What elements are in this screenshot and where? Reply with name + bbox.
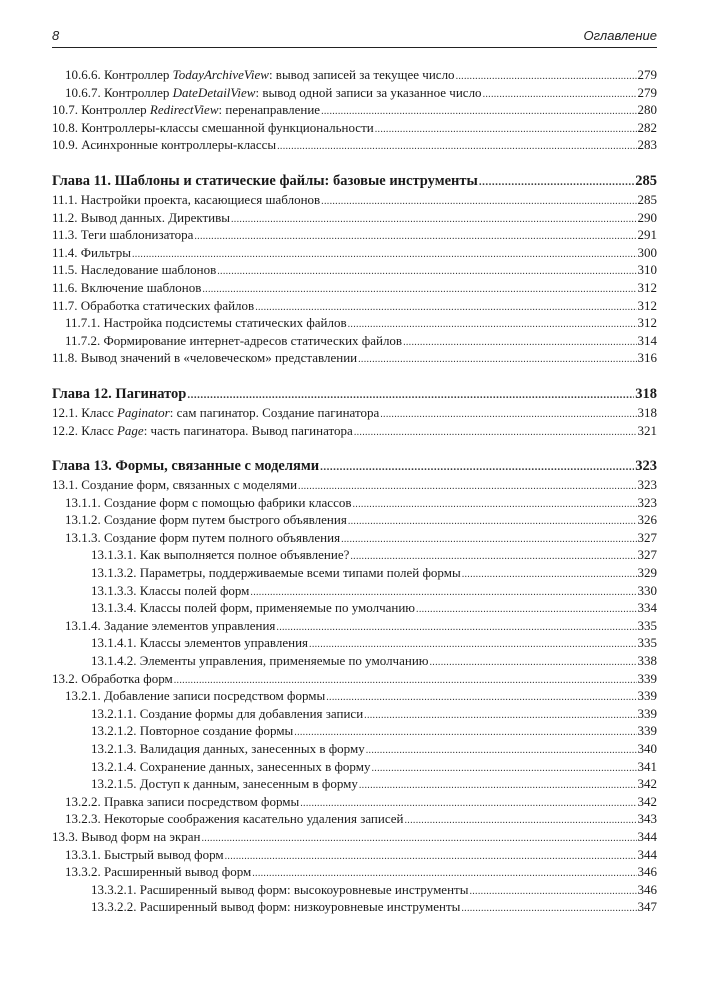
toc-page-number: 343: [637, 811, 657, 827]
toc-entry-text: 13.2.1.4. Сохранение данных, занесенных в форму: [91, 758, 371, 774]
dot-leader: [320, 457, 634, 477]
toc-entry-text: 13.1.1. Создание форм с помощью фабрики классов: [65, 494, 352, 510]
toc-entry-title: [52, 209, 230, 227]
toc-entry-text: 13.1.4.1. Классы элементов управления: [91, 635, 309, 651]
dot-leader: [403, 334, 636, 352]
toc-page-number: 326: [637, 512, 657, 528]
toc-entry-title: [91, 775, 358, 793]
toc-entry-text: 10.7. Контроллер: [52, 102, 150, 118]
dot-leader: [462, 566, 637, 584]
toc-entry-title: [52, 476, 297, 494]
toc-entry-title: [65, 84, 482, 102]
toc-page-number: 323: [637, 477, 657, 493]
toc-entry[interactable]: [52, 705, 657, 723]
toc-entry[interactable]: [52, 846, 657, 864]
toc-entry-title: [65, 687, 325, 705]
toc-page-number: 329: [637, 565, 657, 581]
toc-entry-text: 13.1.4. Задание элементов управления: [65, 617, 276, 633]
toc-page-number: 280: [637, 102, 657, 118]
toc-page-number: 340: [637, 741, 657, 756]
toc-entry-title: [65, 793, 299, 811]
toc-entry-title: [52, 279, 201, 297]
toc-entry-title: [91, 564, 461, 582]
toc-page-number: 285: [635, 172, 657, 189]
toc-entry[interactable]: [52, 404, 657, 422]
toc-entry-text: 13.3.2.2. Расширенный вывод форм: низкоуровневые инструменты: [91, 899, 461, 915]
dot-leader: [366, 742, 637, 760]
toc-entry-class-name: Page: [116, 422, 144, 438]
toc-entry[interactable]: [52, 494, 657, 512]
toc-page-number: 323: [635, 458, 657, 475]
toc-entry-title: [52, 101, 320, 119]
dot-leader: [364, 707, 636, 725]
toc-entry-title: [65, 66, 455, 84]
toc-entry[interactable]: [52, 511, 657, 529]
toc-page-number: 321: [637, 422, 657, 438]
toc-page-number: 338: [637, 653, 657, 669]
toc-page-number: 347: [637, 899, 657, 915]
toc-page-number: 327: [637, 529, 657, 545]
toc-entry-text-suffix: : часть пагинатора. Вывод пагинатора: [143, 422, 353, 438]
toc-entry[interactable]: [52, 191, 657, 209]
toc-entry-title: [52, 261, 216, 279]
toc-entry-text: 13.2.1.1. Создание формы для добавления записи: [91, 705, 364, 721]
dot-leader: [461, 900, 636, 918]
toc-page-number: 342: [637, 776, 657, 792]
toc-page-number: 342: [637, 793, 657, 809]
toc-entry-title: [91, 758, 370, 776]
toc-page-number: 318: [637, 404, 657, 420]
toc-page-number: 312: [637, 279, 657, 295]
toc-entry[interactable]: [52, 546, 657, 564]
toc-entry-title: [52, 191, 320, 209]
toc-entry-class-name: DateDetailView: [172, 84, 256, 100]
dot-leader: [217, 263, 636, 281]
toc-entry[interactable]: [52, 314, 657, 332]
toc-entry[interactable]: [52, 226, 657, 244]
toc-page-number: 334: [637, 600, 657, 616]
toc-entry-title: [65, 810, 404, 828]
toc-entry[interactable]: [52, 687, 657, 705]
toc-page-number: 346: [637, 864, 657, 880]
toc-entry[interactable]: [52, 828, 657, 846]
toc-entry[interactable]: [52, 599, 657, 617]
toc-entry-text: Глава 13. Формы, связанные с моделями: [52, 458, 320, 475]
toc-entry-title: [65, 863, 251, 881]
toc-page-number: 341: [637, 758, 657, 774]
toc-entry-title: [52, 670, 173, 688]
toc-entry[interactable]: [52, 349, 657, 367]
toc-entry-text: 13.3.2.1. Расширенный вывод форм: высокоуровневые инструменты: [91, 881, 469, 897]
toc-entry[interactable]: [52, 617, 657, 635]
toc-entry-title: [91, 546, 349, 564]
toc-entry-text: 13.2.1. Добавление записи посредством формы: [65, 688, 326, 704]
toc-entry[interactable]: [52, 670, 657, 688]
toc-entry-class-name: TodayArchiveView: [172, 67, 269, 82]
toc-entry-title: [65, 494, 352, 512]
dot-leader: [456, 68, 637, 86]
toc-entry[interactable]: [52, 261, 657, 279]
toc-entry-title: [91, 652, 429, 670]
toc-entry[interactable]: [52, 582, 657, 600]
toc-entry-text: 11.7. Обработка статических файлов: [52, 297, 255, 313]
toc-entry-text: 13.1.3.2. Параметры, поддерживаемые всеми типами полей формы: [91, 565, 461, 581]
toc-entry[interactable]: [52, 898, 657, 916]
toc-entry[interactable]: [52, 775, 657, 793]
toc-entry-text: 13.2.2. Правка записи посредством формы: [65, 793, 300, 809]
dot-leader: [430, 654, 637, 672]
toc-entry-text: 13.3.2. Расширенный вывод форм: [65, 864, 252, 880]
dot-leader: [479, 172, 634, 192]
toc-entry[interactable]: [52, 793, 657, 811]
toc-chapter-entry[interactable]: [52, 456, 657, 476]
toc-entry-text: 13.1.2. Создание форм путем быстрого объявления: [65, 512, 347, 528]
toc-entry[interactable]: [52, 529, 657, 547]
toc-entry[interactable]: [52, 332, 657, 350]
dot-leader: [469, 883, 636, 901]
toc-entry-text: 13.1. Создание форм, связанных с моделями: [52, 477, 298, 493]
toc-entry-text: 13.1.3.3. Классы полей форм: [91, 582, 250, 598]
toc-entry-title: [91, 705, 363, 723]
toc-entry-text-suffix: : перенаправление: [218, 102, 321, 118]
toc-page-number: 344: [637, 846, 657, 862]
toc-entry[interactable]: [52, 101, 657, 119]
toc-page-number: 300: [637, 244, 657, 260]
toc-page-number: 327: [637, 547, 657, 563]
toc-page-number: 339: [637, 723, 657, 739]
toc-page-number: 323: [637, 494, 657, 510]
toc-entry-text: 13.2. Обработка форм: [52, 670, 173, 686]
toc-page-number: 339: [637, 670, 657, 686]
page-number: 8: [52, 28, 60, 43]
toc-entry[interactable]: [52, 564, 657, 582]
toc-entry-title: [65, 511, 347, 529]
dot-leader: [353, 496, 637, 514]
toc-entry[interactable]: [52, 652, 657, 670]
toc-page-number: 290: [637, 209, 657, 225]
section-spacer: [52, 439, 657, 456]
toc-entry-title: [91, 898, 460, 916]
toc-entry-text: 11.1. Настройки проекта, касающиеся шаблонов: [52, 191, 321, 207]
toc-entry-text: 11.5. Наследование шаблонов: [52, 262, 217, 278]
toc-entry-text: 13.2.1.5. Доступ к данным, занесенным в форму: [91, 776, 358, 792]
running-header: [52, 27, 657, 48]
toc-entry-text: 13.2.1.2. Повторное создание формы: [91, 723, 294, 739]
toc-page-number: 285: [637, 191, 657, 207]
dot-leader: [375, 121, 637, 139]
dot-leader: [187, 385, 634, 405]
toc-entry[interactable]: [52, 279, 657, 297]
toc-entry-title: [91, 722, 293, 740]
dot-leader: [326, 689, 636, 707]
toc-entry-text-suffix: : вывод записей за текущее число: [268, 67, 455, 82]
toc-entry-text: 11.6. Включение шаблонов: [52, 279, 202, 295]
toc-page-number: 282: [637, 119, 657, 135]
toc-page-number: 283: [637, 137, 657, 153]
toc-entry-title: [52, 244, 131, 262]
toc-page-number: 310: [637, 262, 657, 278]
toc-entry[interactable]: [52, 209, 657, 227]
toc-entry[interactable]: [52, 758, 657, 776]
dot-leader: [354, 424, 637, 442]
toc-entry[interactable]: [52, 722, 657, 740]
toc-entry-title: [91, 582, 249, 600]
toc-entry-text: 13.1.3.4. Классы полей форм, применяемые по умолчанию: [91, 600, 416, 616]
toc-entry[interactable]: [52, 476, 657, 494]
toc-entry-class-name: RedirectView: [149, 102, 219, 118]
toc-entry-text: 13.3. Вывод форм на экран: [52, 828, 201, 844]
toc-entry-title: [52, 422, 353, 440]
toc-entry[interactable]: [52, 66, 657, 84]
toc-entry-title: [52, 226, 193, 244]
toc-entry-text: Глава 12. Пагинатор: [52, 385, 187, 402]
toc-page-number: 279: [637, 84, 657, 100]
toc-entry[interactable]: [52, 297, 657, 315]
dot-leader: [321, 193, 636, 211]
toc-page-number: 339: [637, 705, 657, 721]
toc-entry-text: 13.1.3.1. Как выполняется полное объявление?: [91, 547, 350, 563]
toc-entry-text: 10.6.7. Контроллер: [65, 84, 173, 100]
toc-page-number: 339: [637, 688, 657, 704]
toc-page-number: 318: [635, 385, 657, 402]
toc-page-number: 335: [637, 635, 657, 651]
dot-leader: [231, 211, 637, 229]
toc-entry[interactable]: [52, 740, 657, 758]
toc-entry-title: [65, 617, 275, 635]
dot-leader: [202, 281, 636, 299]
toc-entry-text: 12.1. Класс: [52, 404, 117, 420]
toc-entry[interactable]: [52, 422, 657, 440]
toc-entry-title: [52, 171, 478, 191]
toc-entry-text: 11.7.1. Настройка подсистемы статических файлов: [65, 315, 347, 331]
toc-entry-text: 10.8. Контроллеры-классы смешанной функциональности: [52, 119, 374, 135]
toc-page-number: 312: [637, 315, 657, 331]
toc-entry-text: 11.7.2. Формирование интернет-адресов статических файлов: [65, 332, 403, 348]
section-spacer: [52, 154, 657, 171]
toc-entry-title: [91, 881, 468, 899]
toc-entry[interactable]: [52, 881, 657, 899]
dot-leader: [405, 812, 637, 830]
section-title: Оглавление: [583, 28, 657, 43]
dot-leader: [348, 513, 637, 531]
toc-entry-title: [52, 456, 319, 476]
toc-entry-text-suffix: : вывод одной записи за указанное число: [255, 84, 482, 100]
toc-entry-text: 13.2.1.3. Валидация данных, занесенных в форму: [91, 741, 365, 756]
toc-entry-title: [91, 599, 415, 617]
toc-entry-title: [65, 314, 347, 332]
toc-entry-class-name: Paginator: [116, 404, 170, 420]
toc-entry[interactable]: [52, 863, 657, 881]
toc-entry-title: [65, 846, 224, 864]
dot-leader: [341, 531, 636, 549]
dot-leader: [371, 760, 636, 778]
toc-entry-text: 10.9. Асинхронные контроллеры-классы: [52, 137, 277, 153]
toc-entry-title: [91, 740, 365, 758]
section-spacer: [52, 367, 657, 384]
toc-entry-title: [52, 119, 374, 137]
toc-entry-text: 11.4. Фильтры: [52, 244, 131, 260]
dot-leader: [483, 86, 637, 104]
dot-leader: [358, 351, 636, 369]
toc-entry-title: [52, 384, 186, 404]
toc-entry-title: [91, 634, 308, 652]
toc-page-number: 291: [637, 227, 657, 243]
table-of-contents: [52, 66, 657, 916]
toc-entry-text: Глава 11. Шаблоны и статические файлы: базовые инструменты: [52, 172, 478, 189]
toc-entry[interactable]: [52, 810, 657, 828]
toc-entry-title: [65, 332, 402, 350]
toc-entry-text: 11.2. Вывод данных. Директивы: [52, 209, 230, 225]
toc-page-number: 330: [637, 582, 657, 598]
toc-entry-text: 11.8. Вывод значений в «человеческом» представлении: [52, 350, 358, 366]
toc-entry-text: 13.1.3. Создание форм путем полного объявления: [65, 529, 341, 545]
toc-page-number: 346: [637, 881, 657, 897]
toc-entry-title: [52, 404, 379, 422]
toc-chapter-entry[interactable]: [52, 171, 657, 191]
toc-entry[interactable]: [52, 84, 657, 102]
toc-entry-text: 12.2. Класс: [52, 422, 117, 438]
toc-page-number: 344: [637, 828, 657, 844]
toc-entry-text: 13.2.3. Некоторые соображения касательно удаления записей: [65, 811, 404, 827]
dot-leader: [416, 601, 636, 619]
toc-entry-title: [52, 828, 201, 846]
dot-leader: [202, 830, 637, 848]
toc-entry-title: [52, 136, 276, 154]
toc-entry-text-suffix: : сам пагинатор. Создание пагинатора: [169, 404, 380, 420]
toc-chapter-entry[interactable]: [52, 384, 657, 404]
toc-page-number: 335: [637, 617, 657, 633]
dot-leader: [276, 619, 636, 637]
dot-leader: [277, 138, 636, 156]
toc-entry-text: 13.3.1. Быстрый вывод форм: [65, 846, 224, 862]
toc-entry-title: [52, 349, 357, 367]
toc-page-number: 312: [637, 297, 657, 313]
dot-leader: [194, 228, 636, 246]
toc-entry-text: 13.1.4.2. Элементы управления, применяемые по умолчанию: [91, 653, 429, 669]
toc-entry[interactable]: [52, 136, 657, 154]
dot-leader: [359, 777, 637, 795]
toc-entry-text: 11.3. Теги шаблонизатора: [52, 227, 194, 243]
toc-page-number: 314: [637, 332, 657, 348]
toc-entry[interactable]: [52, 634, 657, 652]
toc-entry-title: [65, 529, 340, 547]
toc-page-number: 279: [637, 67, 657, 82]
toc-entry[interactable]: [52, 119, 657, 137]
toc-entry-text: 10.6.6. Контроллер: [65, 67, 173, 82]
toc-entry-title: [52, 297, 254, 315]
dot-leader: [380, 406, 636, 424]
toc-entry[interactable]: [52, 244, 657, 262]
toc-page-number: 316: [637, 350, 657, 366]
dot-leader: [225, 848, 637, 866]
